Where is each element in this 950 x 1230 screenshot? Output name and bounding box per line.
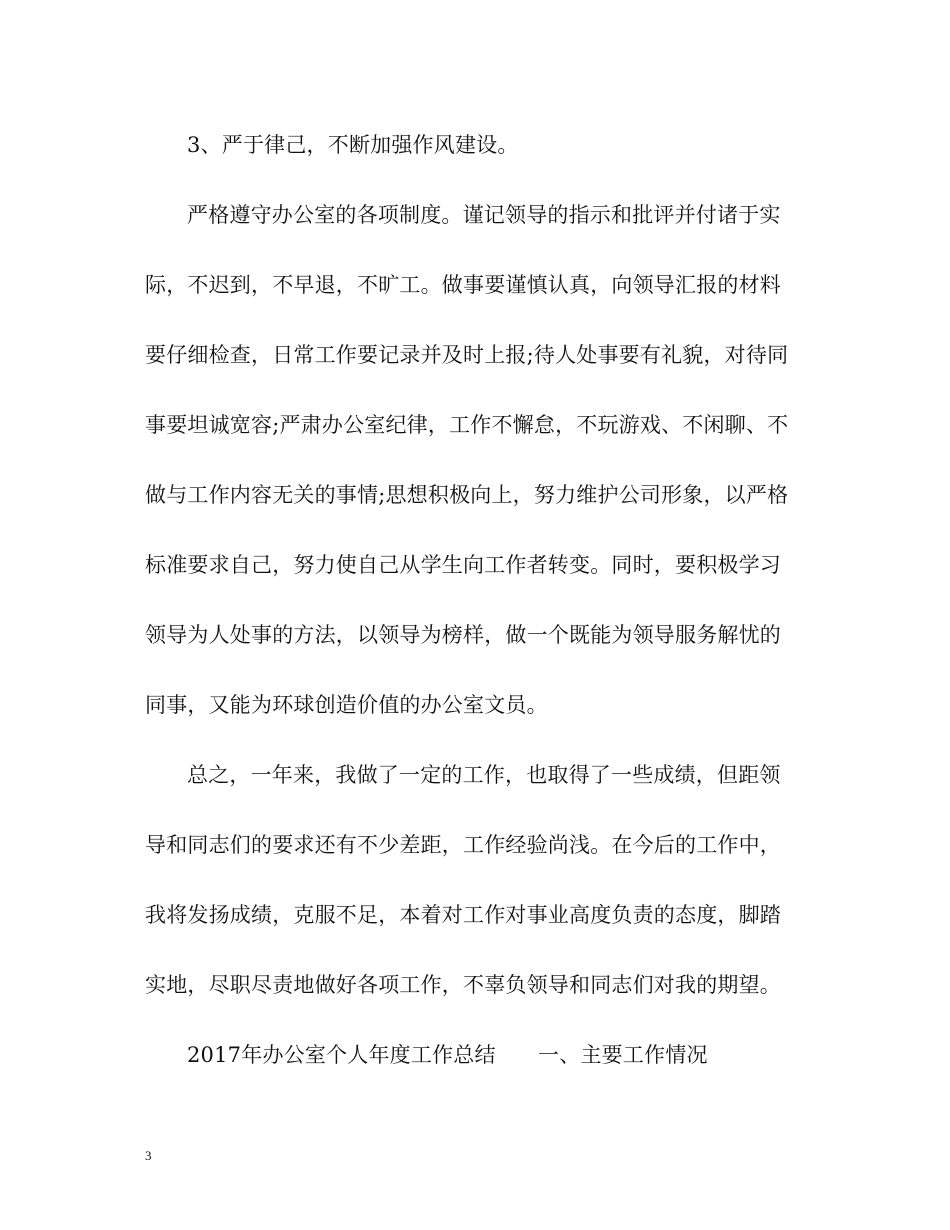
paragraph-line: 做与工作内容无关的事情;思想积极向上，努力维护公司形象，以严格 bbox=[145, 483, 789, 507]
paragraph-line: 总之，一年来，我做了一定的工作，也取得了一些成绩，但距领 bbox=[187, 763, 781, 787]
paragraph-line: 严格遵守办公室的各项制度。谨记领导的指示和批评并付诸于实 bbox=[187, 203, 781, 227]
paragraph-line: 际，不迟到，不早退，不旷工。做事要谨慎认真，向领导汇报的材料 bbox=[145, 273, 781, 297]
paragraph-line: 我将发扬成绩，克服不足，本着对工作对事业高度负责的态度，脚踏 bbox=[145, 903, 781, 927]
paragraph-line: 事要坦诚宽容;严肃办公室纪律，工作不懈怠，不玩游戏、不闲聊、不 bbox=[145, 413, 789, 437]
paragraph-line: 标准要求自己，努力使自己从学生向工作者转变。同时，要积极学习 bbox=[145, 553, 781, 577]
page-number: 3 bbox=[145, 1148, 152, 1163]
paragraph-line: 同事，又能为环球创造价值的办公室文员。 bbox=[145, 693, 548, 717]
paragraph-line: 导和同志们的要求还有不少差距，工作经验尚浅。在今后的工作中， bbox=[145, 833, 781, 857]
paragraph-line: 领导为人处事的方法，以领导为榜样，做一个既能为领导服务解忧的 bbox=[145, 623, 781, 647]
paragraph-line: 要仔细检查，日常工作要记录并及时上报;待人处事要有礼貌，对待同 bbox=[145, 343, 789, 367]
document-title-line: 2017年办公室个人年度工作总结 一、主要工作情况 bbox=[187, 1043, 708, 1067]
paragraph-line: 实地，尽职尽责地做好各项工作，不辜负领导和同志们对我的期望。 bbox=[145, 973, 781, 997]
section-heading: 3、严于律己，不断加强作风建设。 bbox=[187, 133, 519, 157]
